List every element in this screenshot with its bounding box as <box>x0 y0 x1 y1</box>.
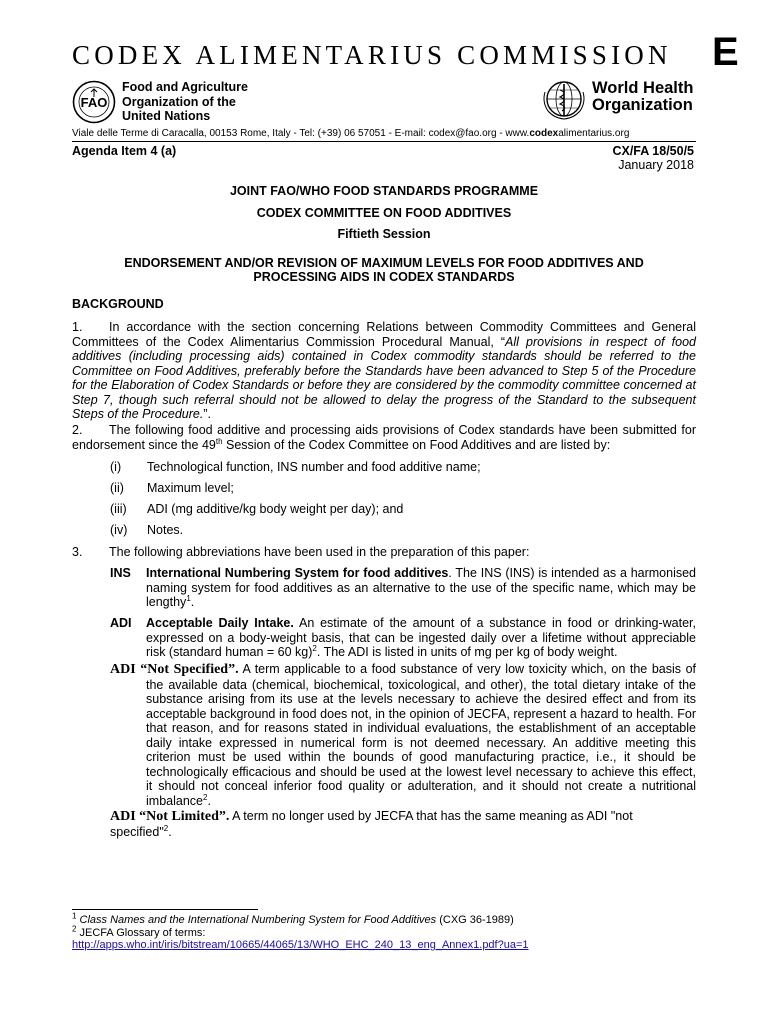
list-item-number: (iv) <box>110 523 128 537</box>
abbreviation-term: ADI “Not Specified”. <box>110 662 239 677</box>
header-divider <box>72 141 696 142</box>
paragraph-1-text: In accordance with the section concerning Relations between Commodity Committees and General Committees of the Codex Alimentarius Commission Procedural Manual, “ <box>72 320 696 349</box>
subject-line-2: PROCESSING AIDS IN CODEX STANDARDS <box>253 270 515 284</box>
subject-line-1: ENDORSEMENT AND/OR REVISION OF MAXIMUM LEVELS FOR FOOD ADDITIVES AND <box>124 256 644 270</box>
abbreviation-adi-not-limited <box>110 809 696 839</box>
paragraph-1-end: ”. <box>203 407 211 421</box>
footnote-ref: 2 <box>312 643 317 653</box>
list-item-number: (i) <box>110 460 122 474</box>
paragraph-2-number: 2. <box>72 423 83 437</box>
who-logo-icon <box>540 78 588 122</box>
list-item-text: ADI (mg additive/kg body weight per day); and <box>147 502 404 516</box>
paragraph-1-quote: All provisions in respect of food additives (including processing aids) contained in Codex commodity standards should be referred to the Committee on Food Additives, preferably before the Standards have been advanced to Step 5 of the Procedure for the Elaboration of Codex Standards or before they are considered by the commodity committee concerned at Step 7, though such referral should not be allowed to delay the progress of the Standard to the subsequent Steps of the Procedure. <box>72 334 696 421</box>
footnote-2 <box>72 923 529 940</box>
list-item-text: Maximum level; <box>147 481 234 495</box>
paragraph-1-number: 1. <box>72 320 83 334</box>
abbreviation-definition: A term no longer used by JECFA that has the same meaning as ADI "not specified" <box>110 809 633 839</box>
address-tail: alimentarius.org <box>558 128 630 139</box>
abbreviation-term: International Numbering System for food additives <box>146 566 449 580</box>
abbreviation-adi <box>110 616 696 660</box>
footnote-ref: 2 <box>202 792 208 802</box>
footnote-ref: 1 <box>186 593 191 603</box>
list-item <box>110 502 403 516</box>
list-item-text: Notes. <box>147 523 184 537</box>
fao-name-line-2: Organization of the <box>122 94 236 109</box>
footnotes <box>72 911 529 952</box>
paragraph-2-sup: th <box>215 436 223 446</box>
document-reference <box>612 144 694 172</box>
who-name <box>592 80 693 114</box>
fao-name-line-3: United Nations <box>122 109 211 123</box>
fao-logo-icon <box>72 80 116 124</box>
list-item-number: (iii) <box>110 502 127 516</box>
document-date: January 2018 <box>618 158 694 172</box>
abbreviation-key: INS <box>110 566 131 580</box>
abbreviation-definition: . The INS (INS) is intended as a harmonised naming system for food additives as an alternative to the use of the specific name, which may be lengthy <box>146 566 697 609</box>
document-code: CX/FA 18/50/5 <box>612 144 694 158</box>
abbreviation-end: . <box>207 793 211 808</box>
abbreviation-definition: An estimate of the amount of a substance in food or drinking-water, expressed on a body-weight basis, that can be ingested daily over a lifetime without appreciable risk (standard human = 60 kg) <box>146 616 696 659</box>
subject-title <box>72 256 696 284</box>
fao-name <box>122 80 248 124</box>
footnote-divider <box>72 909 258 910</box>
agenda-item: Agenda Item 4 (a) <box>72 144 177 158</box>
list-item-text: Technological function, INS number and food additive name; <box>147 460 481 474</box>
programme-title: JOINT FAO/WHO FOOD STANDARDS PROGRAMME <box>229 184 539 198</box>
paragraph-1 <box>72 320 696 422</box>
address-brand: codex <box>529 128 559 139</box>
list-item-number: (ii) <box>110 481 124 495</box>
fao-name-line-1: Food and Agriculture <box>122 80 248 94</box>
committee-title: CODEX COMMITTEE ON FOOD ADDITIVES <box>256 206 512 220</box>
who-name-line-1: World Health <box>592 79 694 97</box>
paragraph-3-text: The following abbreviations have been used in the preparation of this paper: <box>109 545 530 559</box>
list-item <box>110 523 183 537</box>
abbreviation-ins <box>110 566 696 610</box>
who-name-line-2: Organization <box>592 96 693 114</box>
background-heading: BACKGROUND <box>72 297 164 311</box>
footnote-mark: 1 <box>72 911 77 921</box>
contact-address <box>72 128 692 139</box>
abbreviation-key: ADI <box>110 616 132 630</box>
abbreviation-definition: A term applicable to a food substance of very low toxicity which, on the basis of the available data (chemical, biochemical, toxicological, and other), the total dietary intake of the substance arising from its use at the levels necessary to achieve the desired effect and from its acceptable background in food does not, in the opinion of JECFA, represent a hazard to health. For that reason, and for reasons stated in individual evaluations, the establishment of an acceptable daily intake expressed in numerical form is not deemed necessary. An additive meeting this criterion must be used within the bounds of good manufacturing practice, i.e., it should be technologically efficacious and should be used at the lowest level necessary to achieve this effect, it should not conceal inferior food quality or adulteration, and it should not create a nutritional imbalance <box>146 662 696 808</box>
abbreviation-adi-not-specified <box>110 662 696 808</box>
session-title: Fiftieth Session <box>337 227 431 241</box>
masthead-title: CODEX ALIMENTARIUS COMMISSION <box>72 40 672 70</box>
jecfa-glossary-link[interactable]: http://apps.who.int/iris/bitstream/10665/44065/13/WHO_EHC_240_13_eng_Annex1.pdf?ua=1 <box>72 939 529 951</box>
paragraph-2-text: The following food additive and processing aids provisions of Codex standards have been submitted for endorsement since the 49 <box>72 423 696 452</box>
paragraph-2-text-tail: Session of the Codex Committee on Food Additives and are listed by: <box>222 437 611 452</box>
footnote-mark: 2 <box>72 923 77 933</box>
footnote-text: (CXG 36-1989) <box>436 914 514 926</box>
abbreviation-end: . <box>168 824 172 839</box>
footnote-title: Class Names and the International Numbering System for Food Additives <box>79 914 437 926</box>
footnote-text: JECFA Glossary of terms: <box>79 926 206 939</box>
paragraph-3 <box>72 545 696 560</box>
svg-text:FAO: FAO <box>80 95 108 110</box>
language-indicator: E <box>712 30 739 74</box>
paragraph-2 <box>72 423 696 452</box>
abbreviation-term: ADI “Not Limited”. <box>110 809 230 824</box>
paragraph-3-number: 3. <box>72 545 83 559</box>
footnote-1 <box>72 911 529 927</box>
abbreviation-definition-tail: . The ADI is listed in units of mg per kg of body weight. <box>316 645 618 659</box>
abbreviation-end: . <box>190 595 195 609</box>
list-item <box>110 481 234 495</box>
list-item <box>110 460 481 474</box>
abbreviation-term: Acceptable Daily Intake. <box>146 616 294 630</box>
footnote-ref: 2 <box>163 823 169 833</box>
address-text: Viale delle Terme di Caracalla, 00153 Rome, Italy - Tel: (+39) 06 57051 - E-mail: codex@fao.org - www. <box>72 128 530 139</box>
